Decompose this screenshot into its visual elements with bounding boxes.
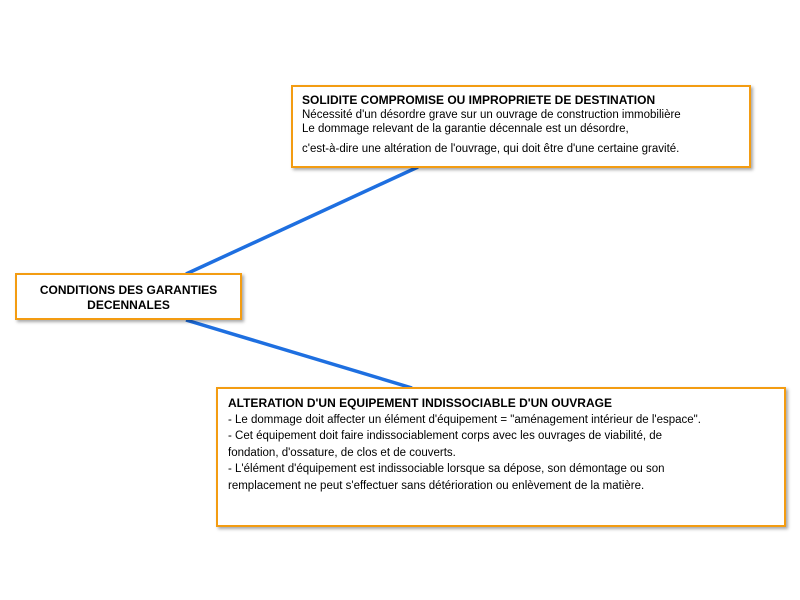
node-text-line: Le dommage relevant de la garantie décennale est un désordre, xyxy=(302,123,629,135)
node-text-line: Nécessité d'un désordre grave sur un ouvrage de construction immobilière xyxy=(302,108,681,121)
node-title-line: DECENNALES xyxy=(87,298,170,312)
node-title-line: CONDITIONS DES GARANTIES xyxy=(39,283,218,297)
node-text-line: remplacement ne peut s'effectuer sans détérioration ou enlèvement de la matière. xyxy=(228,479,645,492)
node-text-line: - Le dommage doit affecter un élément d'équipement = "aménagement intérieur de l'espace". xyxy=(228,413,701,426)
node-title: SOLIDITE COMPROMISE OU IMPROPRIETE DE DESTINATION xyxy=(302,93,656,107)
connector-root-to-bottom xyxy=(186,320,412,388)
node-text-line: - L'élément d'équipement est indissociable lorsque sa dépose, son démontage ou son xyxy=(228,463,665,475)
connector-root-to-top xyxy=(186,167,418,274)
node-text-line: - Cet équipement doit faire indissociablement corps avec les ouvrages de viabilité, de xyxy=(228,430,663,442)
node-root-conditions[interactable] xyxy=(15,273,242,320)
node-text-line: fondation, d'ossature, de clos et de couverts. xyxy=(228,446,456,459)
node-title: ALTERATION D'UN EQUIPEMENT INDISSOCIABLE D'UN OUVRAGE xyxy=(228,396,612,410)
node-text-line: c'est-à-dire une altération de l'ouvrage, qui doit être d'une certaine gravité. xyxy=(302,142,680,155)
node-alteration-equipement[interactable] xyxy=(216,387,786,527)
node-solidite-compromise[interactable] xyxy=(291,85,751,168)
